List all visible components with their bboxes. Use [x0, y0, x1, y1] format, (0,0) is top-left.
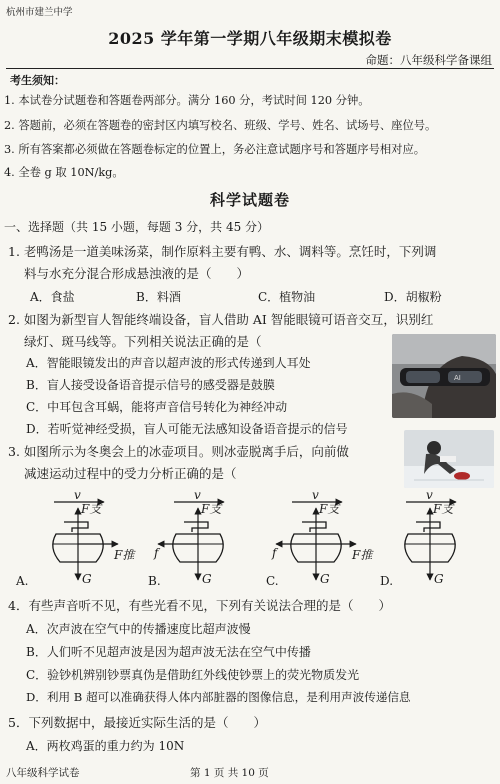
question-1-line: 1. 老鸭汤是一道美味汤菜，制作原料主要有鸭、水、调料等。烹饪时，下列调: [8, 244, 437, 259]
footer-page-number: 第 1 页 共 10 页: [190, 767, 269, 779]
diagram-option-label: C.: [266, 574, 279, 588]
question-2-line: 绿灯、斑马线等。下列相关说法正确的是（: [24, 334, 262, 349]
friction-label: f: [154, 546, 159, 560]
stone-handle: [64, 522, 88, 532]
option-b: B．人们听不见超声波是因为超声波无法在空气中传播: [26, 645, 311, 659]
diagram-option-label: A.: [16, 574, 29, 588]
gravity-label: G: [434, 572, 444, 586]
option-b: B．料酒: [136, 290, 181, 304]
section-title: 科学试题卷: [209, 191, 290, 209]
school-name: 杭州市建兰中学: [6, 7, 73, 18]
force-diagram-row: [0, 488, 500, 588]
exam-author: 命题：八年级科学备课组: [365, 53, 492, 67]
stone-handle: [416, 522, 440, 532]
stone-handle: [302, 522, 326, 532]
velocity-label: v: [426, 488, 433, 502]
question-4-line: 4．有些声音听不见，有些光看不见，下列有关说法合理的是（ ）: [8, 598, 391, 613]
gravity-label: G: [82, 572, 92, 586]
support-force-label: F支: [81, 502, 102, 516]
question-2-line: 2. 如图为新型盲人智能终端设备，盲人借助 AI 智能眼镜可语音交互，识别红: [8, 312, 434, 327]
support-force-label: F支: [201, 502, 222, 516]
exam-title: 2025 学年第一学期八年级期末模拟卷: [108, 29, 392, 48]
push-force-label: F推: [114, 548, 135, 562]
option-d: D．若听觉神经受损，盲人可能无法感知设备语音提示的信号: [26, 422, 348, 436]
notice-item: 3. 所有答案都必须做在答题卷标定的位置上，务必注意试题序号和答题序号相对应。: [4, 143, 426, 156]
option-c: C．验钞机辨别钞票真伪是借助红外线使钞票上的荧光物质发光: [26, 668, 360, 682]
svg-text:AI: AI: [454, 374, 461, 382]
friction-label: f: [272, 546, 277, 560]
option-a: A．次声波在空气中的传播速度比超声波慢: [26, 622, 251, 636]
velocity-label: v: [312, 488, 319, 502]
support-force-label: F支: [319, 502, 340, 516]
option-a: A．两枚鸡蛋的重力约为 10N: [26, 739, 185, 753]
header-divider: [6, 68, 494, 69]
gravity-label: G: [320, 572, 330, 586]
option-d: D．胡椒粉: [384, 290, 442, 304]
question-1-line: 料与水充分混合形成悬浊液的是（ ）: [24, 266, 250, 281]
question-3-line: 减速运动过程中的受力分析正确的是（: [24, 466, 237, 481]
velocity-label: v: [74, 488, 81, 502]
diagram-option-label: D.: [380, 574, 394, 588]
stone-handle: [184, 522, 208, 532]
option-a: A．食盐: [30, 290, 75, 304]
notice-item: 1. 本试卷分试题卷和答题卷两部分。满分 160 分，考试时间 120 分钟。: [4, 94, 370, 107]
support-force-label: F支: [433, 502, 454, 516]
gravity-label: G: [202, 572, 212, 586]
notice-item: 2. 答题前，必须在答题卷的密封区内填写校名、班级、学号、姓名、试场号、座位号。: [4, 119, 437, 132]
notice-item: 4. 全卷 g 取 10N/kg。: [4, 166, 124, 179]
diagram-option-label: B.: [148, 574, 161, 588]
part-heading: 一、选择题（共 15 小题，每题 3 分，共 45 分）: [4, 220, 270, 234]
notice-title: 考生须知：: [10, 74, 65, 87]
option-a: A．智能眼镜发出的声音以超声波的形式传递到人耳处: [26, 356, 311, 370]
option-c: C．中耳包含耳蜗，能将声音信号转化为神经冲动: [26, 400, 288, 414]
question-5-line: 5．下列数据中，最接近实际生活的是（ ）: [8, 715, 266, 730]
footer-subject: 八年级科学试卷: [6, 767, 80, 779]
push-force-label: F推: [352, 548, 373, 562]
smart-glasses-photo: [392, 334, 496, 418]
velocity-label: v: [194, 488, 201, 502]
question-3-line: 3. 如图所示为冬奥会上的冰壶项目。则冰壶脱离手后，向前做: [8, 444, 349, 459]
option-c: C．植物油: [258, 290, 316, 304]
curling-photo: [404, 430, 494, 488]
option-b: B．盲人接受设备语音提示信号的感受器是鼓膜: [26, 378, 275, 392]
option-d: D．利用 B 超可以准确获得人体内部脏器的图像信息，是利用声波传递信息: [26, 690, 411, 704]
